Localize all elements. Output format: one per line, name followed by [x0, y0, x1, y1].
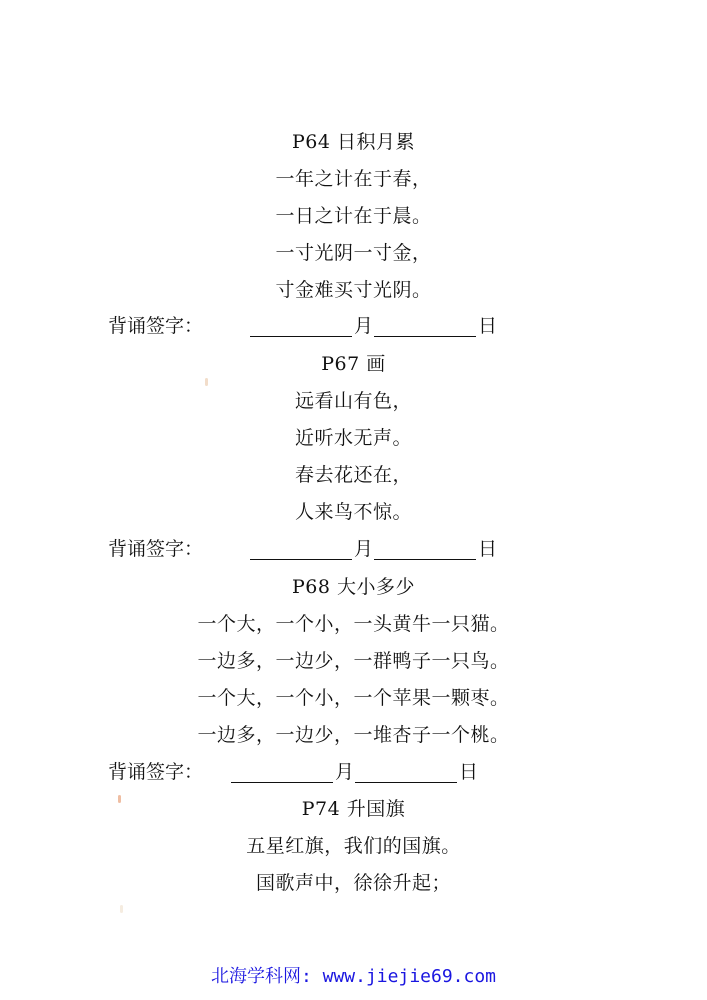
- month-blank[interactable]: [250, 314, 352, 337]
- poem-line: 五星红旗，我们的国旗。: [246, 835, 461, 857]
- poem-line: 近听水无声。: [294, 427, 412, 449]
- signature-label: 背诵签字：: [108, 315, 204, 337]
- poem-title: P68 大小多少: [291, 576, 415, 598]
- day-label: 日: [478, 538, 498, 560]
- month-blank[interactable]: [231, 760, 333, 783]
- poem-line: 一年之计在于春，: [275, 168, 432, 190]
- month-label: 月: [354, 315, 374, 337]
- day-blank[interactable]: [374, 314, 476, 337]
- month-label: 月: [354, 538, 374, 560]
- poem-title: P74 升国旗: [301, 798, 406, 820]
- poem-line: 一边多，一边少，一群鸭子一只鸟。: [197, 650, 510, 672]
- poem-line: 人来鸟不惊。: [294, 501, 412, 523]
- poem-line: 一边多，一边少，一堆杏子一个桃。: [197, 724, 510, 746]
- scan-speck: [120, 905, 123, 913]
- day-blank[interactable]: [374, 537, 476, 560]
- site-footer: 北海学科网: www.jiejie69.com: [210, 966, 497, 987]
- poem-title: P64 日积月累: [291, 131, 415, 153]
- scan-speck: [118, 795, 121, 803]
- poem-line: 一个大，一个小，一个苹果一颗枣。: [197, 687, 510, 709]
- day-label: 日: [459, 761, 479, 783]
- poem-line: 一日之计在于晨。: [275, 205, 432, 227]
- poem-line: 一个大，一个小，一头黄牛一只猫。: [197, 613, 510, 635]
- signature-row: [0, 760, 707, 786]
- signature-row: [0, 537, 707, 563]
- poem-line: 寸金难买寸光阴。: [275, 279, 432, 301]
- signature-label: 背诵签字：: [108, 538, 204, 560]
- month-label: 月: [335, 761, 355, 783]
- poem-line: 远看山有色，: [294, 390, 412, 412]
- day-blank[interactable]: [355, 760, 457, 783]
- day-label: 日: [478, 315, 498, 337]
- poem-line: 一寸光阴一寸金，: [275, 242, 432, 264]
- poem-line: 春去花还在，: [294, 464, 412, 486]
- poem-title: P67 画: [321, 353, 386, 375]
- poem-line: 国歌声中，徐徐升起；: [255, 872, 451, 894]
- signature-row: [0, 314, 707, 340]
- month-blank[interactable]: [250, 537, 352, 560]
- scan-speck: [205, 378, 208, 386]
- signature-label: 背诵签字：: [108, 761, 204, 783]
